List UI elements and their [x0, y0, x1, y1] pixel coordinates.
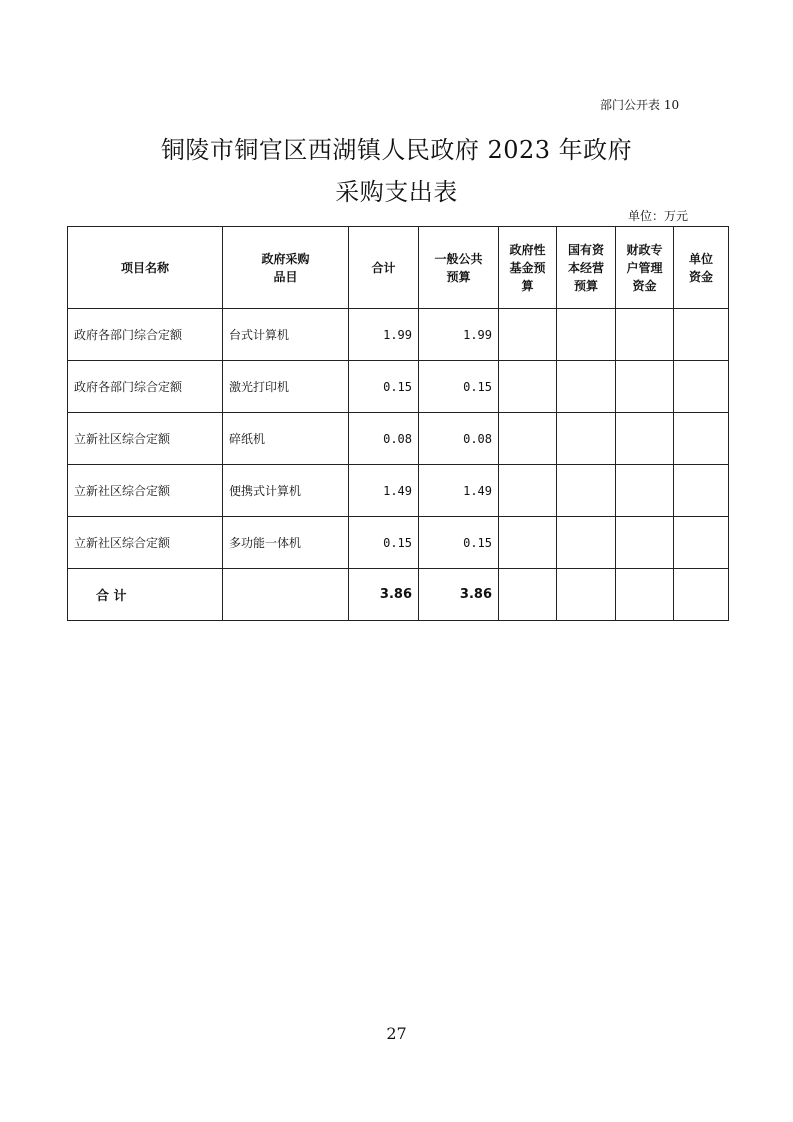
cell-empty — [674, 361, 729, 413]
header-general-budget: 一般公共 预算 — [419, 227, 499, 309]
cell-item: 碎纸机 — [223, 413, 349, 465]
procurement-table — [67, 226, 729, 621]
cell-empty — [499, 517, 557, 569]
header-procurement-item: 政府采购 品目 — [223, 227, 349, 309]
cell-empty — [616, 361, 674, 413]
cell-total: 0.15 — [349, 361, 419, 413]
page-title-line1: 铜陵市铜官区西湖镇人民政府 2023 年政府 — [160, 136, 633, 164]
cell-general: 0.15 — [419, 361, 499, 413]
table-row — [68, 465, 729, 517]
cell-empty — [616, 309, 674, 361]
cell-item: 激光打印机 — [223, 361, 349, 413]
cell-empty — [557, 517, 616, 569]
cell-empty — [557, 361, 616, 413]
header-gov-fund: 政府性 基金预 算 — [499, 227, 557, 309]
cell-project: 立新社区综合定额 — [68, 413, 223, 465]
cell-empty — [499, 361, 557, 413]
cell-total: 0.15 — [349, 517, 419, 569]
total-general: 3.86 — [419, 569, 499, 621]
page-title-line2: 采购支出表 — [335, 178, 458, 206]
cell-total: 1.49 — [349, 465, 419, 517]
header-soe-capital: 国有资 本经营 预算 — [557, 227, 616, 309]
unit-label: 单位：万元 — [628, 209, 689, 223]
cell-general: 0.08 — [419, 413, 499, 465]
cell-project: 政府各部门综合定额 — [68, 309, 223, 361]
header-unit-funds: 单位 资金 — [674, 227, 729, 309]
cell-empty — [616, 465, 674, 517]
cell-empty — [674, 309, 729, 361]
cell-total: 0.08 — [349, 413, 419, 465]
cell-empty — [499, 413, 557, 465]
cell-empty — [557, 569, 616, 621]
total-label: 合 计 — [68, 569, 223, 621]
table-row — [68, 517, 729, 569]
cell-total: 1.99 — [349, 309, 419, 361]
cell-empty — [674, 517, 729, 569]
cell-empty — [674, 413, 729, 465]
cell-empty — [499, 309, 557, 361]
cell-item: 便携式计算机 — [223, 465, 349, 517]
cell-empty — [674, 465, 729, 517]
cell-empty — [616, 413, 674, 465]
cell-empty — [499, 465, 557, 517]
cell-empty — [557, 413, 616, 465]
cell-general: 1.49 — [419, 465, 499, 517]
cell-empty — [616, 517, 674, 569]
cell-project: 立新社区综合定额 — [68, 517, 223, 569]
header-special-account: 财政专 户管理 资金 — [616, 227, 674, 309]
table-row — [68, 309, 729, 361]
cell-item: 多功能一体机 — [223, 517, 349, 569]
table-row — [68, 413, 729, 465]
cell-project: 立新社区综合定额 — [68, 465, 223, 517]
cell-empty — [499, 569, 557, 621]
header-row — [68, 227, 729, 309]
total-row — [68, 569, 729, 621]
header-total: 合计 — [349, 227, 419, 309]
cell-general: 0.15 — [419, 517, 499, 569]
cell-empty — [674, 569, 729, 621]
table-row — [68, 361, 729, 413]
cell-empty — [616, 569, 674, 621]
total-sum: 3.86 — [349, 569, 419, 621]
cell-empty — [557, 309, 616, 361]
header-project-name: 项目名称 — [68, 227, 223, 309]
cell-empty — [557, 465, 616, 517]
page-number: 27 — [386, 1024, 407, 1043]
doc-tag: 部门公开表 10 — [600, 98, 680, 112]
cell-item: 台式计算机 — [223, 309, 349, 361]
cell-empty — [223, 569, 349, 621]
cell-project: 政府各部门综合定额 — [68, 361, 223, 413]
cell-general: 1.99 — [419, 309, 499, 361]
